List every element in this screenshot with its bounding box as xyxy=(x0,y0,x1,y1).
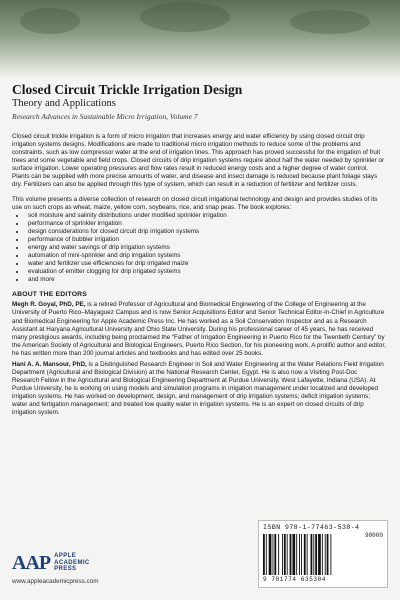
list-item: • water and fertilizer use efficiencies for drip irrigated maize xyxy=(26,260,386,268)
topics-list xyxy=(12,212,386,284)
barcode-bar xyxy=(330,534,331,575)
barcode-bar xyxy=(311,534,313,575)
editor-bio-text: is a retired Professor of Agricultural and Biomedical Engineering of the College of Engineering at the University of Puerto Rico–Mayaguez Campus and is now Senior Acquisitions Editor and Senior Technical Editor-in-Chief in Agriculture and Biomedical Engineering for Apple Academic Press Inc. He has worked as a Soil Conservation Inspector and as a Research Assistant at Haryana Agricultural University and Ohio State University. During his professional career of 45 years, he has received many prestigious awards, including being proclaimed the “Father of Irrigation Engineering in Puerto Rico for the Twentieth Century” by the American Society of Agricultural and Biological Engineers, Puerto Rico Section, for his pioneering work. A prolific author and editor, he has written more than 200 journal articles and textbooks and has edited over 25 books. xyxy=(12,301,386,357)
barcode-bar xyxy=(282,534,283,575)
barcode-bar xyxy=(327,534,329,575)
isbn-label: ISBN 978-1-77463-538-4 xyxy=(263,524,360,532)
editors-heading: ABOUT THE EDITORS xyxy=(12,291,88,299)
list-item: • performance of bubbler irrigation xyxy=(26,236,386,244)
publisher-website: www.appleacademicpress.com xyxy=(12,578,99,585)
cover-text xyxy=(12,82,386,417)
barcode-bar xyxy=(307,534,308,575)
editor-bio-goyal xyxy=(12,301,386,357)
list-item: • and more xyxy=(26,276,386,284)
editor-name-mansour: Hani A. A. Mansour, PhD, xyxy=(12,360,87,368)
publisher-name-line: PRESS xyxy=(54,566,77,573)
leaf-shape xyxy=(290,10,370,34)
barcode-bar xyxy=(263,534,265,575)
list-item: • design considerations for closed circuit drip irrigation systems xyxy=(26,228,386,236)
editor-bio-mansour xyxy=(12,361,386,417)
barcode-bar xyxy=(292,534,295,575)
publisher-name xyxy=(54,553,90,573)
barcode-bar xyxy=(318,534,321,575)
barcode-bar xyxy=(325,534,326,575)
price-code: 90000 xyxy=(364,532,383,539)
book-title: Closed Circuit Trickle Irrigation Design xyxy=(12,82,243,97)
barcode-bar xyxy=(304,534,306,575)
description-paragraph-2: This volume presents a diverse collection of research on closed circuit irrigational technology and design and provides studies of its use on such crops as wheat, maize, yellow corn, soybeans, rice, and snap peas. The book explores: xyxy=(12,196,378,212)
barcode-bar xyxy=(296,534,297,575)
barcode-bar xyxy=(290,534,292,575)
barcode-bar xyxy=(301,534,302,575)
publisher-name-line: APPLE xyxy=(54,553,77,560)
barcode-graphic xyxy=(263,534,355,575)
publisher-logo xyxy=(12,553,90,573)
list-item: • soil moisture and salinity distributions under modified sprinkler irrigation xyxy=(26,212,386,220)
barcode-bar xyxy=(274,534,276,575)
editor-name-goyal: Megh R. Goyal, PhD, PE, xyxy=(12,301,86,309)
barcode-bar xyxy=(299,534,300,575)
list-item: • automation of mini-sprinkler and drip irrigation systems xyxy=(26,252,386,260)
barcode-bar xyxy=(315,534,317,575)
list-item: • evaluation of emitter clogging for drip irrigated systems xyxy=(26,268,386,276)
description-paragraph-1: Closed circuit trickle irrigation is a form of micro irrigation that increases energy and water efficiency by using closed circuit drip irrigation systems designs. Modifications are made to traditional micro irrigation methods to reduce some of the problems and constraints, such as low compressor water at the end of irrigation lines. This approach has proved successful for the irrigation of fruit trees and some vegetable and field crops. Closed circuits of drip irrigation systems require about half the water needed by sprinkler or surface irrigation. Lower operating pressures and flow rates result in reduced energy costs and a higher degree of water control. Plants can be supplied with more precise amounts of water, and disease and insect damage is reduced because plant foliage stays dry. Fertilizers can also be applied through this type of system, which can result in a reduction of fertilizer and fertilizer costs. xyxy=(12,133,385,189)
series-name: Research Advances in Sustainable Micro Irrigation, Volume 7 xyxy=(12,112,198,121)
barcode-bar xyxy=(287,534,288,575)
list-item: • energy and water savings of drip irrigation systems xyxy=(26,244,386,252)
barcode-bar xyxy=(278,534,279,575)
cover-photo-band xyxy=(0,0,400,78)
list-item: • performance of sprinkler irrigation xyxy=(26,220,386,228)
leaf-shape xyxy=(20,8,80,34)
barcode-bar xyxy=(269,534,272,575)
barcode-bar xyxy=(313,534,314,575)
barcode-bar xyxy=(284,534,286,575)
barcode-digits: 9 781774 635384 xyxy=(263,576,327,583)
barcode-panel xyxy=(258,520,388,588)
barcode-bar xyxy=(273,534,274,575)
publisher-name-line: ACADEMIC xyxy=(54,559,90,566)
book-subtitle: Theory and Applications xyxy=(12,98,116,109)
publisher-logo-mark: AAP xyxy=(12,552,51,574)
editor-bio-text: is a Distinguished Research Engineer in Soil and Water Engineering at the Water Relations Field Irrigation Department (Agricultural and Biological Division) at the National Research Center, Egypt. He is also now a Visiting Post-Doc Research Fellow in the Agricultural and Biological Engineering Department at Purdue University, West Lafayette, Indiana (USA). At Purdue University, he is working on using models and simulation programs in irrigation management under localized and developed irrigation systems. He has worked on development, design, and management of drip irrigation systems; deficit irrigation systems; water and fertigation management; and treated low quality water in irrigation systems. He is an expert on closed circuits of drip irrigation system. xyxy=(12,360,384,417)
leaf-shape xyxy=(140,2,230,32)
barcode-bar xyxy=(266,534,267,575)
barcode-bar xyxy=(322,534,323,575)
